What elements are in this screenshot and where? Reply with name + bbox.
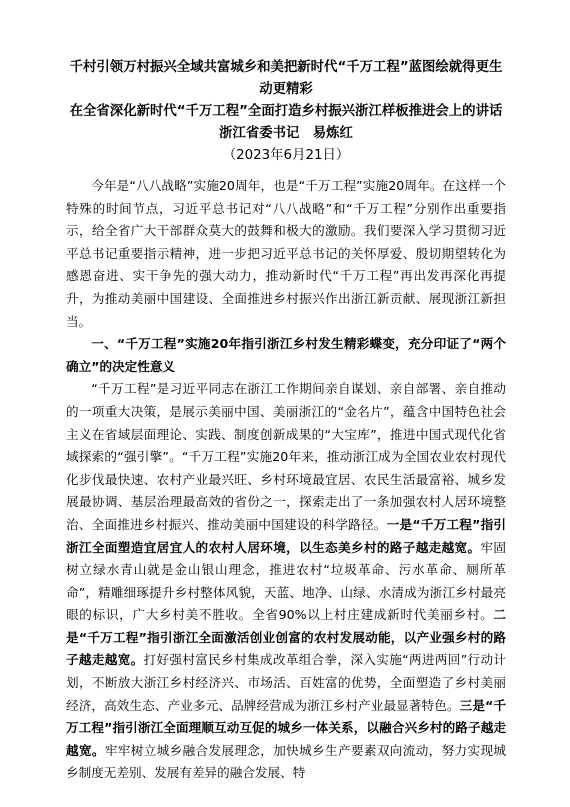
paragraph-text: 牢牢树立城乡融合发展理念，加快城乡生产要素双向流动，努力实现城乡制度无差别、发展有差异的融合发展、特 <box>66 742 507 781</box>
section-heading: 一、“千万工程”实施20年指引浙江乡村发生精彩蝶变，充分印证了“两个确立”的决定性意义 <box>66 336 506 374</box>
document-body <box>66 175 506 785</box>
body-paragraph <box>66 378 506 785</box>
speech-date: （2023年6月21日） <box>222 148 350 163</box>
paragraph-text: 牢固树立绿水青山就是金山银山理念，推进农村“垃圾革命、污水革命、厕所革命”，精雕细琢提升乡村整体风貌，天蓝、地净、山绿、水清成为浙江乡村最亮眼的标识，广大乡村美不胜收。全省90%以上村庄建成新时代美丽乡村。 <box>66 539 507 623</box>
speech-subtitle: 在全省深化新时代“千万工程”全面打造乡村振兴浙江样板推进会上的讲话 <box>69 104 503 119</box>
document-title: 千村引领万村振兴全域共富城乡和美把新时代“千万工程”蓝图绘就得更生动更精彩 <box>69 60 503 97</box>
bold-point-1: 一是“千万工程”指引浙江全面塑造宜居宜人的农村人居环境，以生态美乡村的路子越走越宽。 <box>66 516 507 555</box>
intro-paragraph: 今年是“八八战略”实施20周年，也是“千万工程”实施20周年。在这样一个特殊的时间节点，习近平总书记对“八八战略”和“千万工程”分别作出重要指示，给全省广大干部群众莫大的鼓舞和极大的激励。我们要深入学习贯彻习近平总书记重要指示精神，进一步把习近平总书记的关怀厚爱、殷切期望转化为感恩奋进、实干争先的强大动力，推动新时代“千万工程”再出发再深化再提升，为推动美丽中国建设、全面推进乡村振兴作出浙江新贡献、展现浙江新担当。 <box>66 178 506 329</box>
bold-point-2: 二是“千万工程”指引浙江全面激活创业创富的农村发展动能，以产业强乡村的路子越走越宽。 <box>66 607 506 668</box>
speaker-line: 浙江省委书记 易炼红 <box>219 126 353 141</box>
paragraph-text: “千万工程”是习近平同志在浙江工作期间亲自谋划、亲自部署、亲自推动的一项重大决策，是展示美丽中国、美丽浙江的“金名片”，蕴含中国特色社会主义在省域层面理论、实践、制度创新成果的“大宝库”，推进中国式现代化省域探索的“强引擎”。“千万工程”实施20年来，推动浙江成为全国农业农村现代化步伐最快速、农村产业最兴旺、乡村环境最宜居、农民生活最富裕、城乡发展最协调、基层治理最高效的省份之一，探索走出了一条加强农村人居环境整治、全面推进乡村振兴、推动美丽中国建设的科学路径。 <box>66 381 506 532</box>
bold-point-3: 三是“千万工程”指引浙江全面理顺互动互促的城乡一体关系，以融合兴乡村的路子越走越宽。 <box>66 697 507 758</box>
paragraph-text: 打好强村富民乡村集成改革组合拳，深入实施“两进两回”行动计划，不断放大浙江乡村经济兴、市场活、百姓富的优势，全面塑造了乡村美丽经济，高效生态、产业多元、品牌经营成为浙江乡村产业最显著特色。 <box>66 652 507 713</box>
